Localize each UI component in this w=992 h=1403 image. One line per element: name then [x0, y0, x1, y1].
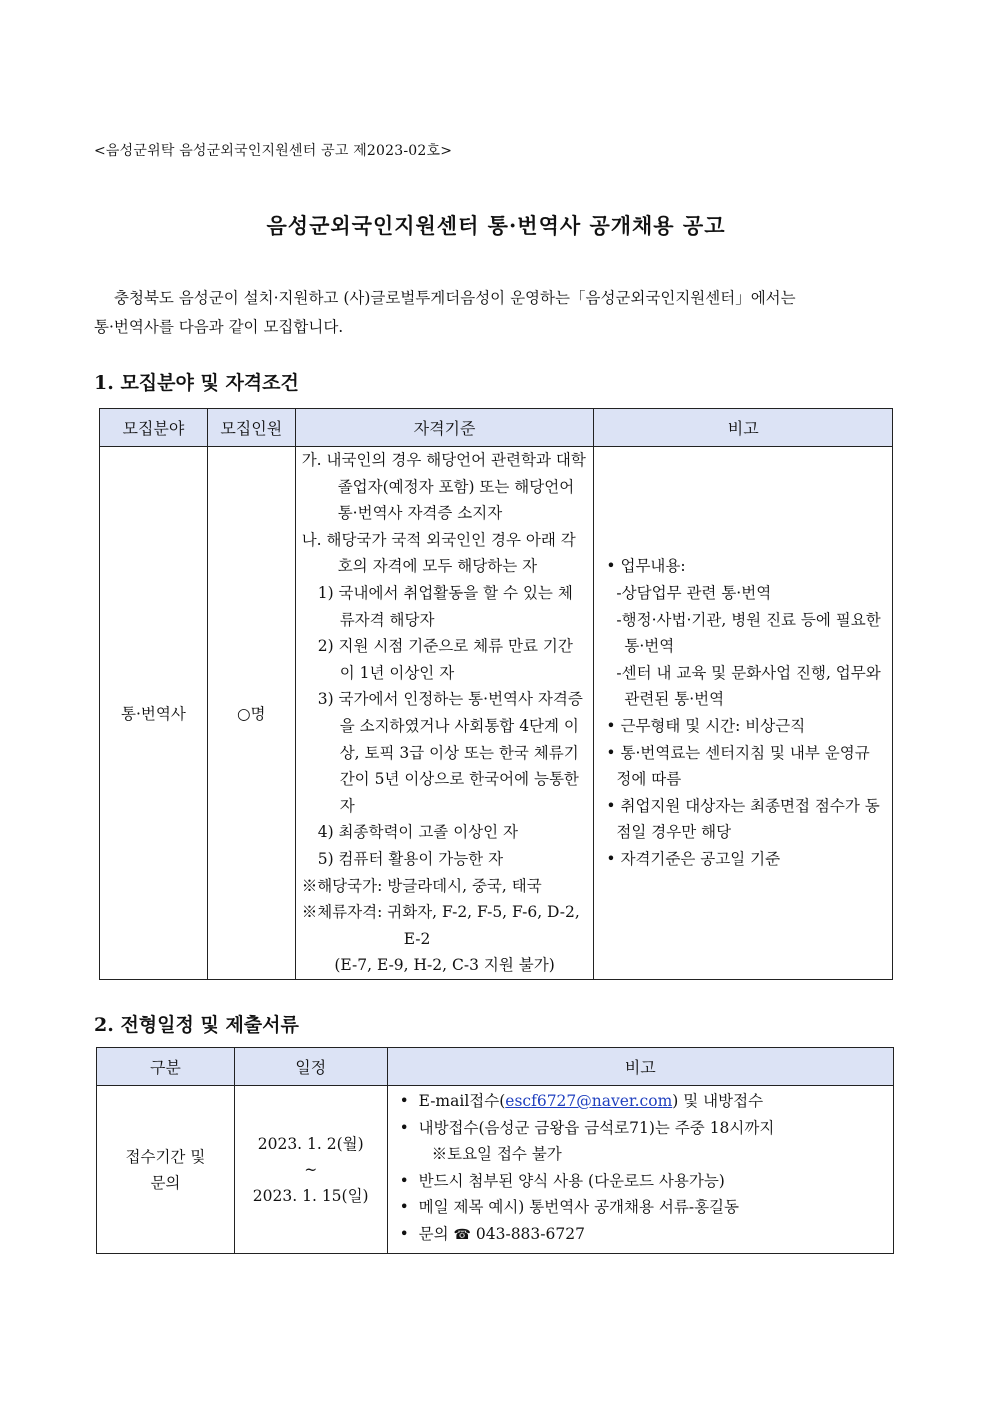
criteria-item: 나. 해당국가 국적 외국인인 경우 아래 각 호의 자격에 모두 해당하는 자 — [301, 530, 576, 576]
notice-number: <음성군위탁 음성군외국인지원센터 공고 제2023-02호> — [94, 143, 453, 159]
visit-text: 내방접수(음성군 금왕읍 금석로71)는 주중 18시까지 — [418, 1118, 775, 1137]
remarks-cell — [594, 447, 893, 980]
remark-item: • E-mail접수(escf6727@naver.com) 및 내방접수 — [399, 1092, 764, 1110]
remark-item: • 문의 ☎ 043-883-6727 — [399, 1224, 585, 1243]
intro-line-2: 통·번역사를 다음과 같이 모집합니다. — [94, 318, 344, 336]
form-text: 반드시 첨부된 양식 사용 (다운로드 사용가능) — [418, 1171, 725, 1190]
column-header: 자격기준 — [295, 409, 594, 447]
page-title: 음성군외국인지원센터 통·번역사 공개채용 공고 — [266, 213, 726, 238]
date-separator: ~ — [304, 1160, 318, 1179]
phone-icon: ☎ — [453, 1226, 471, 1243]
column-header: 일정 — [234, 1048, 387, 1086]
criteria-note: ※해당국가: 방글라데시, 중국, 태국 — [301, 876, 542, 895]
schedule-cell — [234, 1086, 387, 1254]
field-cell: 통·번역사 — [100, 447, 208, 980]
remark-item: -행정·사법·기관, 병원 진료 등에 필요한 통·번역 — [616, 610, 881, 656]
remarks-cell — [387, 1086, 893, 1254]
remark-item: • 메일 제목 예시) 통번역사 공개채용 서류-홍길동 — [399, 1198, 740, 1217]
column-header: 비고 — [594, 409, 893, 447]
section-2-heading: 2. 전형일정 및 제출서류 — [94, 1014, 299, 1036]
schedule-table — [96, 1047, 894, 1254]
intro-line-1: 충청북도 음성군이 설치·지원하고 (사)글로벌투게더음성이 운영하는「음성군외국인지원센터」에서는 — [114, 289, 796, 307]
criteria-item: 1) 국내에서 취업활동을 할 수 있는 체류자격 해당자 — [317, 583, 573, 629]
column-header: 구분 — [97, 1048, 235, 1086]
remark-item: • 내방접수(음성군 금왕읍 금석로71)는 주중 18시까지 — [399, 1118, 775, 1137]
remark-item: • 통·번역료는 센터지침 및 내부 운영규정에 따름 — [606, 743, 870, 789]
intro-paragraph — [94, 284, 894, 342]
remark-item: • 자격기준은 공고일 기준 — [606, 849, 781, 868]
criteria-item: 5) 컴퓨터 활용이 가능한 자 — [317, 849, 504, 868]
date-end: 2023. 1. 15(일) — [252, 1186, 369, 1205]
remark-item: -센터 내 교육 및 문화사업 진행, 업무와 관련된 통·번역 — [616, 663, 881, 709]
recruitment-table — [99, 408, 893, 980]
email-prefix: E-mail접수( — [418, 1092, 506, 1110]
table-header-row — [97, 1048, 894, 1086]
criteria-item: 3) 국가에서 인정하는 통·번역사 자격증을 소지하였거나 사회통합 4단계 이상, 토픽 3급 이상 또는 한국 체류기간이 5년 이상으로 한국어에 능통한 자 — [317, 690, 583, 815]
remark-item: • 반드시 첨부된 양식 사용 (다운로드 사용가능) — [399, 1171, 725, 1190]
column-header: 비고 — [387, 1048, 893, 1086]
criteria-note: ※체류자격: 귀화자, F-2, F-5, F-6, D-2, E-2 — [301, 903, 580, 948]
section-1-heading: 1. 모집분야 및 자격조건 — [94, 372, 299, 394]
subject-text: 메일 제목 예시) 통번역사 공개채용 서류-홍길동 — [418, 1198, 740, 1217]
email-link[interactable]: escf6727@naver.com — [505, 1092, 673, 1110]
column-header: 모집인원 — [207, 409, 295, 447]
column-header: 모집분야 — [100, 409, 208, 447]
criteria-item: 가. 내국인의 경우 해당언어 관련학과 대학졸업자(예정자 포함) 또는 해당언어 통·번역사 자격증 소지자 — [301, 451, 586, 523]
phone-number: 043-883-6727 — [475, 1224, 585, 1243]
criteria-note: (E-7, E-9, H-2, C-3 지원 불가) — [334, 956, 555, 975]
email-suffix: ) 및 내방접수 — [672, 1092, 764, 1110]
table-row — [100, 447, 893, 980]
criteria-item: 4) 최종학력이 고졸 이상인 자 — [317, 823, 519, 842]
criteria-cell — [295, 447, 594, 980]
date-start: 2023. 1. 2(월) — [257, 1134, 364, 1153]
remark-subitem: ※토요일 접수 불가 — [431, 1145, 562, 1164]
category-cell: 접수기간 및 문의 — [97, 1086, 235, 1254]
table-row — [97, 1086, 894, 1254]
contact-label: 문의 — [418, 1224, 449, 1243]
remark-item: -상담업무 관련 통·번역 — [616, 583, 772, 602]
criteria-item: 2) 지원 시점 기준으로 체류 만료 기간이 1년 이상인 자 — [317, 637, 573, 682]
table-header-row — [100, 409, 893, 447]
remark-item: • 취업지원 대상자는 최종면접 점수가 동점일 경우만 해당 — [606, 796, 880, 842]
remark-item: • 업무내용: — [606, 557, 686, 576]
count-cell: ○명 — [207, 447, 295, 980]
remark-item: • 근무형태 및 시간: 비상근직 — [606, 716, 806, 735]
